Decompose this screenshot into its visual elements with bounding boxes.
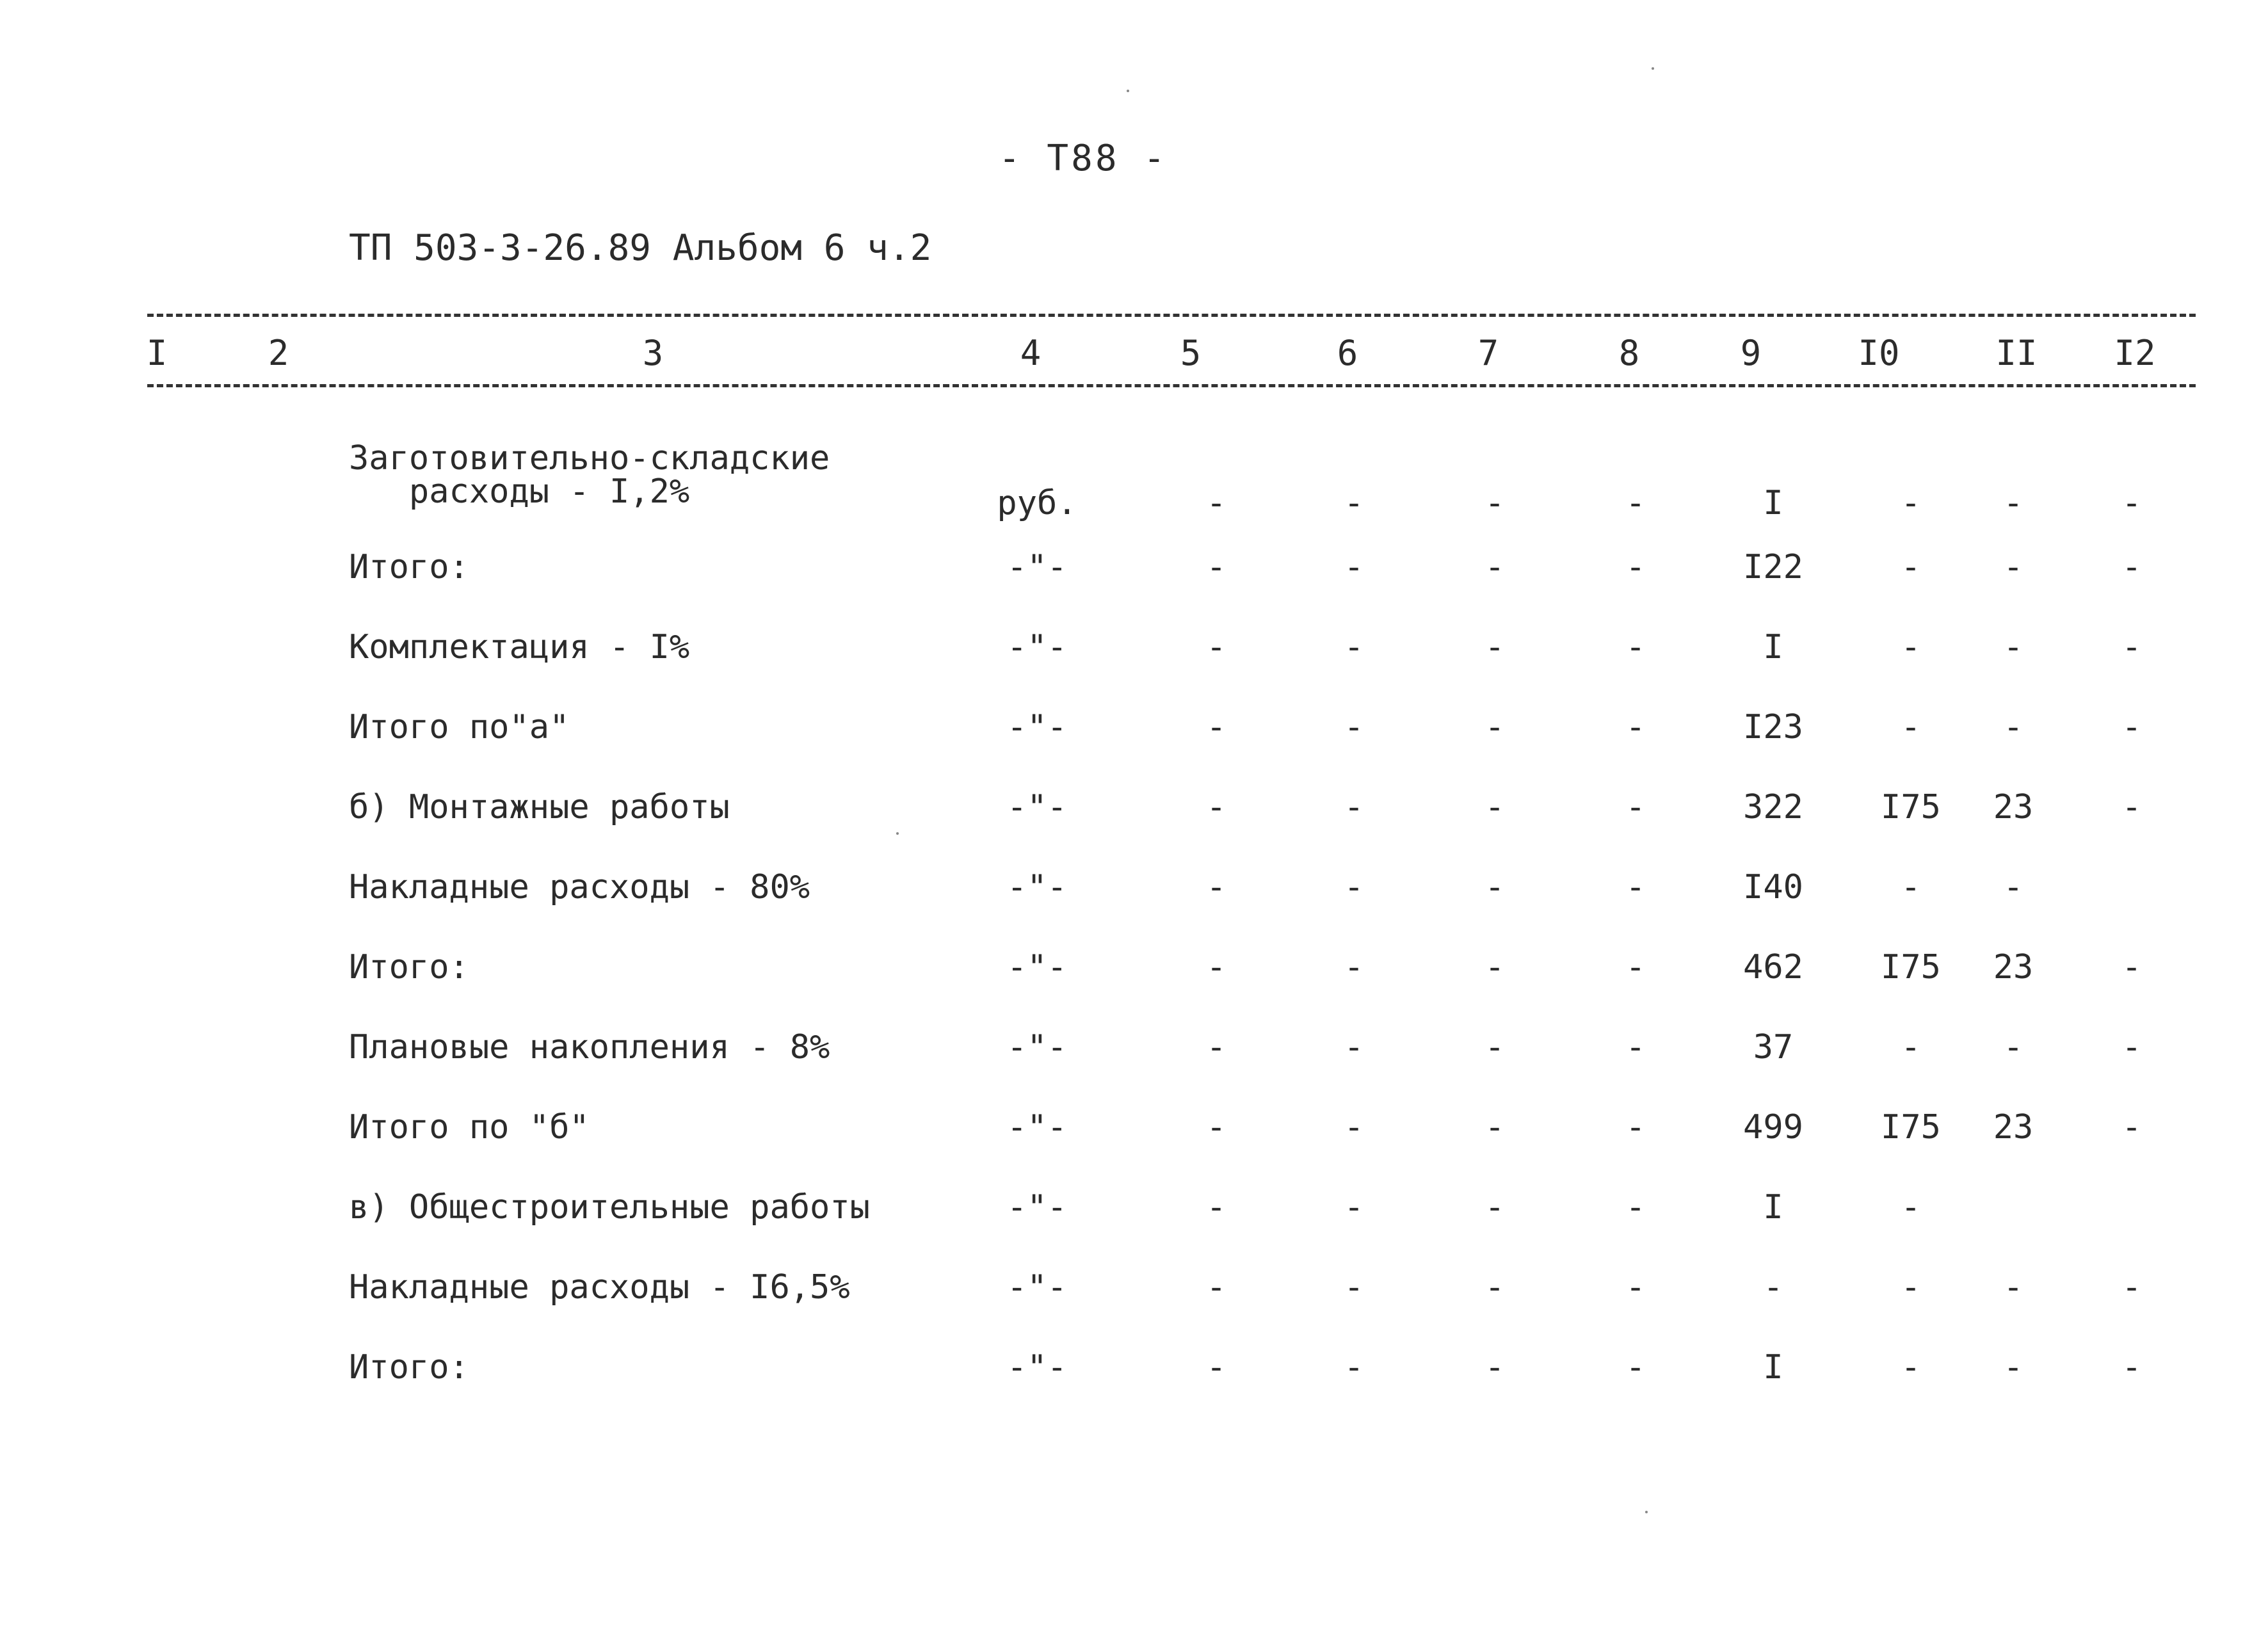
table-cell-c6: - bbox=[1344, 948, 1364, 986]
table-cell-c6: - bbox=[1344, 548, 1364, 586]
column-header-2: 2 bbox=[268, 333, 289, 373]
table-cell-c8: - bbox=[1625, 1028, 1646, 1067]
table-cell-c9: - bbox=[1763, 1268, 1783, 1307]
table-cell-c12: - bbox=[2121, 484, 2142, 522]
table-cell-c10: - bbox=[1901, 708, 1921, 746]
table-cell-c8: - bbox=[1625, 1268, 1646, 1307]
table-cell-c12: - bbox=[2121, 1108, 2142, 1147]
table-cell-c6: - bbox=[1344, 708, 1364, 746]
table-cell-c6: - bbox=[1344, 1268, 1364, 1307]
table-cell-c9: 37 bbox=[1753, 1028, 1794, 1067]
table-cell-c7: - bbox=[1484, 548, 1505, 586]
table-cell-c5: - bbox=[1206, 788, 1226, 826]
table-cell-c10: - bbox=[1901, 1028, 1921, 1067]
table-cell-c5: - bbox=[1206, 548, 1226, 586]
table-cell-c6: - bbox=[1344, 788, 1364, 826]
scan-speck bbox=[1645, 1511, 1648, 1513]
table-cell-c5: - bbox=[1206, 1268, 1226, 1307]
table-cell-c6: - bbox=[1344, 484, 1364, 522]
table-cell-c5: - bbox=[1206, 868, 1226, 906]
table-cell-unit: -"- bbox=[1007, 948, 1067, 986]
table-cell-c8: - bbox=[1625, 1108, 1646, 1147]
table-cell-c11: 23 bbox=[1993, 788, 2034, 826]
column-header-5: 5 bbox=[1180, 333, 1202, 373]
table-cell-c12: - bbox=[2121, 1028, 2142, 1067]
table-cell-c8: - bbox=[1625, 1188, 1646, 1227]
table-cell-c6: - bbox=[1344, 1108, 1364, 1147]
table-cell-unit: руб. bbox=[997, 484, 1077, 522]
row-label: Накладные расходы - 80% bbox=[349, 868, 810, 906]
table-cell-unit: -"- bbox=[1007, 1268, 1067, 1307]
table-cell-c8: - bbox=[1625, 1348, 1646, 1387]
table-cell-c7: - bbox=[1484, 868, 1505, 906]
table-cell-c9: 462 bbox=[1743, 948, 1803, 986]
table-cell-c10: - bbox=[1901, 628, 1921, 666]
table-cell-c5: - bbox=[1206, 948, 1226, 986]
table-cell-c7: - bbox=[1484, 1028, 1505, 1067]
row-label: в) Общестроительные работы bbox=[349, 1188, 870, 1227]
table-cell-c8: - bbox=[1625, 708, 1646, 746]
table-cell-c10: - bbox=[1901, 484, 1921, 522]
table-cell-c5: - bbox=[1206, 1188, 1226, 1227]
table-cell-c5: - bbox=[1206, 1108, 1226, 1147]
table-cell-c12: - bbox=[2121, 628, 2142, 666]
table-cell-unit: -"- bbox=[1007, 868, 1067, 906]
table-cell-c11: - bbox=[2003, 1028, 2023, 1067]
table-cell-c7: - bbox=[1484, 628, 1505, 666]
page-number: - Т88 - bbox=[999, 138, 1168, 179]
row-label: Итого: bbox=[349, 548, 469, 586]
table-cell-c10: I75 bbox=[1881, 948, 1941, 986]
table-cell-c9: I bbox=[1763, 1348, 1783, 1387]
table-cell-unit: -"- bbox=[1007, 1108, 1067, 1147]
row-label: Итого: bbox=[349, 948, 469, 986]
table-top-rule bbox=[147, 314, 2196, 317]
column-header-7: 7 bbox=[1477, 333, 1499, 373]
column-header-4: 4 bbox=[1020, 333, 1042, 373]
table-cell-c8: - bbox=[1625, 868, 1646, 906]
table-cell-c7: - bbox=[1484, 1348, 1505, 1387]
row-label: Плановые накопления - 8% bbox=[349, 1028, 830, 1067]
table-cell-c9: I bbox=[1763, 1188, 1783, 1227]
table-cell-c11: - bbox=[2003, 548, 2023, 586]
scan-speck bbox=[1652, 67, 1654, 70]
table-cell-unit: -"- bbox=[1007, 1028, 1067, 1067]
column-header-8: 8 bbox=[1618, 333, 1640, 373]
table-cell-c6: - bbox=[1344, 1348, 1364, 1387]
table-cell-c7: - bbox=[1484, 788, 1505, 826]
table-cell-c10: I75 bbox=[1881, 788, 1941, 826]
column-header-10: I0 bbox=[1858, 333, 1900, 373]
table-cell-c11: - bbox=[2003, 1268, 2023, 1307]
column-header-1: I bbox=[146, 333, 168, 373]
column-header-11: II bbox=[1995, 333, 2038, 373]
table-cell-c12: - bbox=[2121, 708, 2142, 746]
row-label: Итого: bbox=[349, 1348, 469, 1387]
table-cell-c5: - bbox=[1206, 1348, 1226, 1387]
row-label: б) Монтажные работы bbox=[349, 788, 730, 826]
table-cell-c6: - bbox=[1344, 1028, 1364, 1067]
table-cell-c8: - bbox=[1625, 948, 1646, 986]
table-cell-c10: - bbox=[1901, 1348, 1921, 1387]
table-cell-c9: 499 bbox=[1743, 1108, 1803, 1147]
table-cell-c6: - bbox=[1344, 1188, 1364, 1227]
table-cell-unit: -"- bbox=[1007, 628, 1067, 666]
table-cell-c5: - bbox=[1206, 628, 1226, 666]
table-cell-c11: 23 bbox=[1993, 1108, 2034, 1147]
row-label: Итого по"а" bbox=[349, 708, 570, 746]
table-cell-c10: - bbox=[1901, 548, 1921, 586]
document-header: ТП 503-3-26.89 Альбом 6 ч.2 bbox=[349, 227, 932, 269]
table-cell-c12: - bbox=[2121, 1348, 2142, 1387]
table-cell-c7: - bbox=[1484, 948, 1505, 986]
row-label: Комплектация - I% bbox=[349, 628, 690, 666]
table-cell-c7: - bbox=[1484, 484, 1505, 522]
table-cell-c11: - bbox=[2003, 708, 2023, 746]
table-cell-c10: - bbox=[1901, 1268, 1921, 1307]
table-cell-c7: - bbox=[1484, 708, 1505, 746]
table-cell-c10: I75 bbox=[1881, 1108, 1941, 1147]
table-cell-unit: -"- bbox=[1007, 548, 1067, 586]
table-cell-c10: - bbox=[1901, 868, 1921, 906]
table-cell-unit: -"- bbox=[1007, 1188, 1067, 1227]
table-cell-c8: - bbox=[1625, 788, 1646, 826]
table-cell-c12: - bbox=[2121, 788, 2142, 826]
table-cell-c7: - bbox=[1484, 1268, 1505, 1307]
table-cell-c6: - bbox=[1344, 868, 1364, 906]
table-cell-c5: - bbox=[1206, 484, 1226, 522]
column-header-12: I2 bbox=[2114, 333, 2156, 373]
table-cell-c5: - bbox=[1206, 708, 1226, 746]
table-cell-c9: I22 bbox=[1743, 548, 1803, 586]
row-label: Накладные расходы - I6,5% bbox=[349, 1268, 850, 1307]
table-cell-c11: 23 bbox=[1993, 948, 2034, 986]
table-cell-c9: I23 bbox=[1743, 708, 1803, 746]
table-cell-c6: - bbox=[1344, 628, 1364, 666]
column-header-6: 6 bbox=[1337, 333, 1358, 373]
scan-speck bbox=[1127, 90, 1129, 92]
table-cell-unit: -"- bbox=[1007, 788, 1067, 826]
row-label: Заготовительно-складские расходы - I,2% bbox=[349, 439, 830, 511]
row-label: Итого по "б" bbox=[349, 1108, 590, 1147]
column-header-3: 3 bbox=[642, 333, 664, 373]
table-cell-c8: - bbox=[1625, 484, 1646, 522]
scan-speck bbox=[896, 832, 899, 835]
table-cell-c11: - bbox=[2003, 1348, 2023, 1387]
table-cell-c5: - bbox=[1206, 1028, 1226, 1067]
column-header-9: 9 bbox=[1740, 333, 1762, 373]
table-bottom-rule bbox=[147, 384, 2196, 387]
table-cell-unit: -"- bbox=[1007, 708, 1067, 746]
table-cell-unit: -"- bbox=[1007, 1348, 1067, 1387]
table-cell-c11: - bbox=[2003, 868, 2023, 906]
table-cell-c12: - bbox=[2121, 948, 2142, 986]
table-cell-c11: - bbox=[2003, 484, 2023, 522]
table-cell-c9: I bbox=[1763, 628, 1783, 666]
table-cell-c8: - bbox=[1625, 628, 1646, 666]
table-cell-c12: - bbox=[2121, 548, 2142, 586]
table-cell-c9: I bbox=[1763, 484, 1783, 522]
table-cell-c12: - bbox=[2121, 1268, 2142, 1307]
table-cell-c7: - bbox=[1484, 1188, 1505, 1227]
table-cell-c9: I40 bbox=[1743, 868, 1803, 906]
table-cell-c8: - bbox=[1625, 548, 1646, 586]
table-cell-c9: 322 bbox=[1743, 788, 1803, 826]
table-cell-c11: - bbox=[2003, 628, 2023, 666]
table-cell-c10: - bbox=[1901, 1188, 1921, 1227]
table-cell-c7: - bbox=[1484, 1108, 1505, 1147]
